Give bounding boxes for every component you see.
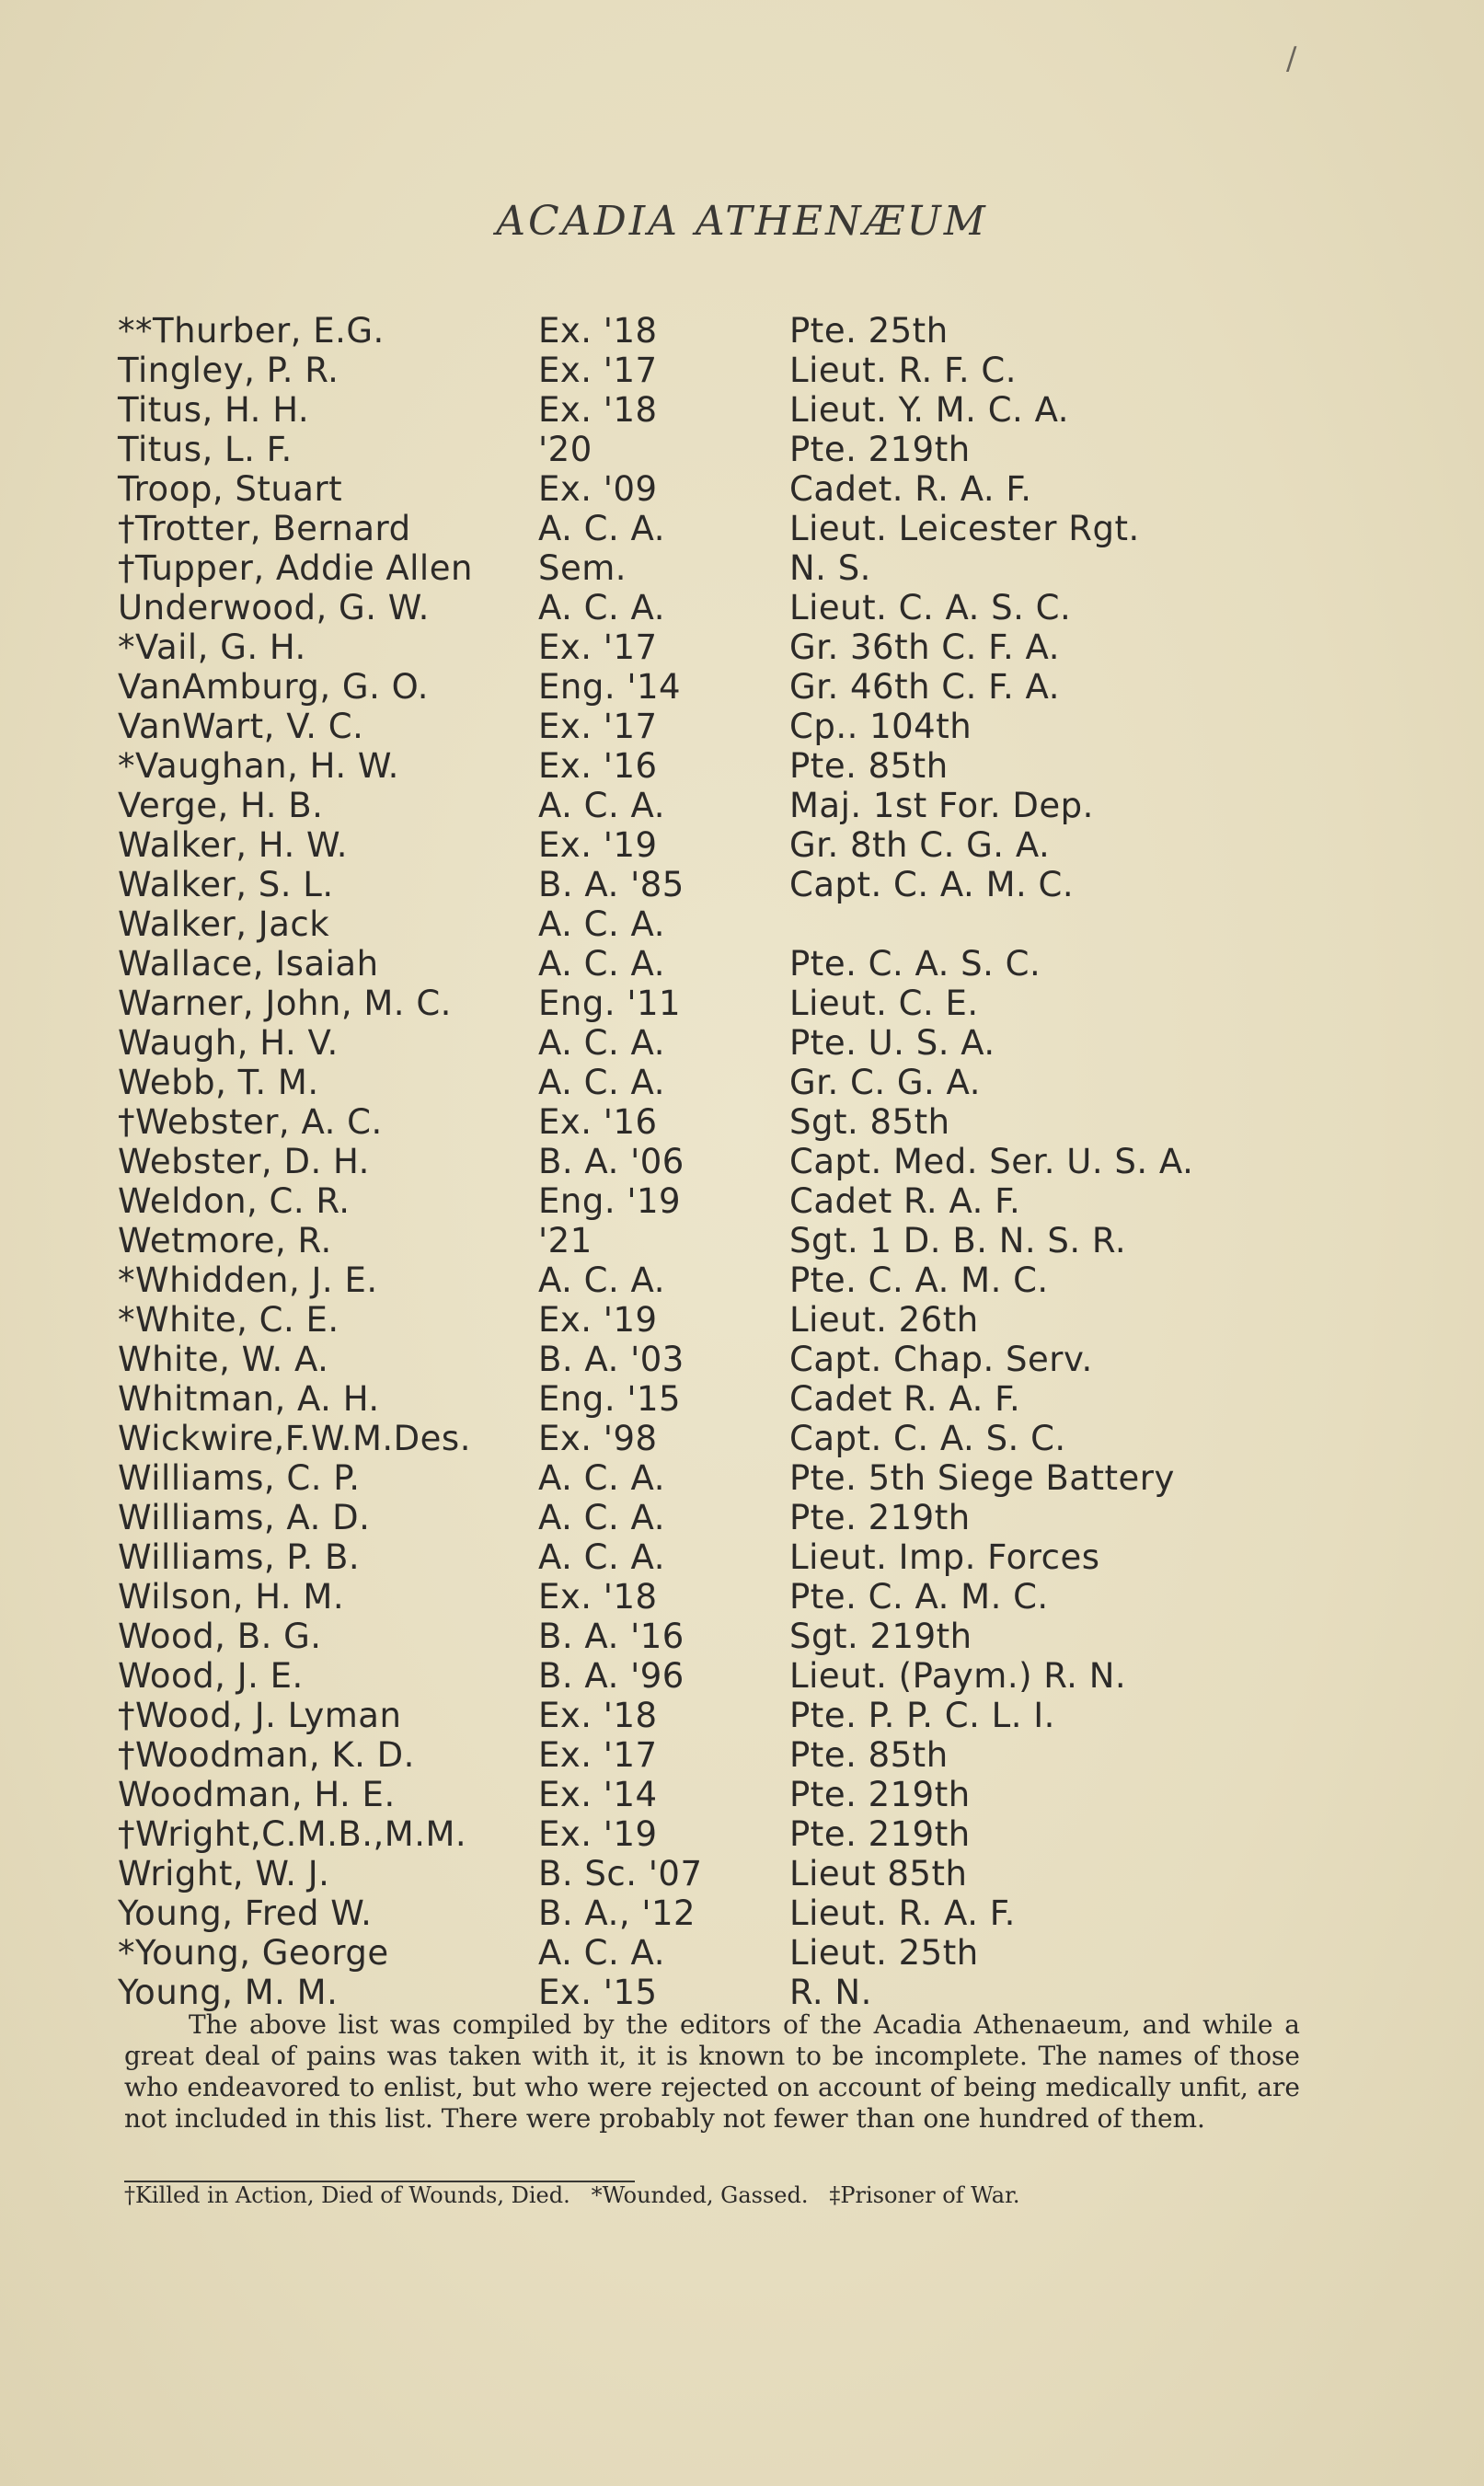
roster-service: Lieut 85th	[789, 1854, 968, 1893]
roster-class: Ex. '19	[538, 1300, 658, 1340]
roster-row	[118, 1656, 1277, 1696]
roster-class: Ex. '14	[538, 1775, 658, 1814]
roster-row	[118, 311, 1277, 351]
roster-name: Wood, J. E.	[118, 1656, 304, 1696]
roster-row	[118, 1300, 1277, 1340]
roster-row	[118, 944, 1277, 984]
roster-name: Young, M. M.	[118, 1973, 339, 2012]
roster-class: A. C. A.	[538, 509, 665, 548]
roster-row	[118, 1260, 1277, 1300]
roster-row	[118, 1221, 1277, 1260]
roster-service: Sgt. 1 D. B. N. S. R.	[789, 1221, 1127, 1260]
roster-class: Ex. '16	[538, 1102, 658, 1142]
roster-row	[118, 1617, 1277, 1656]
roster-service: Pte. 219th	[789, 1498, 971, 1537]
roster-class: A. C. A.	[538, 1498, 665, 1537]
roster-name: White, W. A.	[118, 1340, 329, 1379]
roster-name: Williams, A. D.	[118, 1498, 371, 1537]
roster-class: Ex. '09	[538, 469, 658, 509]
roster-class: Ex. '18	[538, 1577, 658, 1617]
roster-row	[118, 548, 1277, 588]
roster-service: Lieut. Imp. Forces	[789, 1537, 1100, 1577]
roster-row	[118, 1735, 1277, 1775]
legend-killed: †Killed in Action, Died of Wounds, Died.	[124, 2182, 570, 2208]
roster-class: Ex. '17	[538, 351, 658, 390]
roster-service: Pte. 219th	[789, 1814, 971, 1854]
roster-service: Pte. 85th	[789, 1735, 949, 1775]
compiler-note: The above list was compiled by the editors of the Acadia Athenaeum, and while a great deal of pains was taken with it, it is known to be incomplete. The names of those who endeavored to enlist, but who were rejected on account of being medically unfit, are not included in this list. There were probably not fewer than one hundred of them.	[124, 2009, 1300, 2134]
roster-row	[118, 825, 1277, 865]
legend-wounded: *Wounded, Gassed.	[591, 2182, 809, 2208]
roster-class: B. A. '85	[538, 865, 684, 904]
roster-service: Cadet R. A. F.	[789, 1379, 1021, 1419]
roster-class: Ex. '19	[538, 825, 658, 865]
roster-service: Lieut. R. F. C.	[789, 351, 1018, 390]
roster-name: *Young, George	[118, 1933, 389, 1973]
roster-name: VanAmburg, G. O.	[118, 667, 430, 707]
roster-row	[118, 469, 1277, 509]
roster-service: Pte. P. P. C. L. I.	[789, 1696, 1055, 1735]
roster-name: Williams, P. B.	[118, 1537, 361, 1577]
roster-class: '20	[538, 430, 592, 469]
roster-row	[118, 1814, 1277, 1854]
roster-row	[118, 1063, 1277, 1102]
roster-service: Gr. C. G. A.	[789, 1063, 981, 1102]
roster-service: Cp.. 104th	[789, 707, 972, 746]
roster-row	[118, 1775, 1277, 1814]
roster-name: †Tupper, Addie Allen	[118, 548, 473, 588]
roster-row	[118, 1893, 1277, 1933]
roster-row	[118, 588, 1277, 627]
roster-class: A. C. A.	[538, 904, 665, 944]
roster-row	[118, 1102, 1277, 1142]
roster-class: B. Sc. '07	[538, 1854, 703, 1893]
roster-row	[118, 1933, 1277, 1973]
roster-service: Maj. 1st For. Dep.	[789, 786, 1094, 825]
roster-class: Sem.	[538, 548, 627, 588]
roster-list	[118, 311, 1277, 2012]
roster-class: Ex. '18	[538, 390, 658, 430]
roster-class: B. A. '06	[538, 1142, 684, 1181]
roster-name: Wood, B. G.	[118, 1617, 322, 1656]
roster-class: Eng. '14	[538, 667, 682, 707]
roster-class: A. C. A.	[538, 1023, 665, 1063]
roster-name: †Trotter, Bernard	[118, 509, 411, 548]
roster-row	[118, 390, 1277, 430]
roster-row	[118, 1498, 1277, 1537]
page-corner-mark: /	[1286, 40, 1297, 77]
roster-service: Pte. U. S. A.	[789, 1023, 995, 1063]
roster-class: Ex. '17	[538, 1735, 658, 1775]
roster-row	[118, 1854, 1277, 1893]
roster-class: Ex. '98	[538, 1419, 658, 1458]
roster-row	[118, 1973, 1277, 2012]
roster-class: '21	[538, 1221, 592, 1260]
roster-name: Williams, C. P.	[118, 1458, 361, 1498]
roster-name: Wallace, Isaiah	[118, 944, 379, 984]
legend-prisoner: ‡Prisoner of War.	[829, 2182, 1020, 2208]
roster-name: Weldon, C. R.	[118, 1181, 351, 1221]
roster-class: Ex. '15	[538, 1973, 658, 2012]
roster-service: Capt. C. A. M. C.	[789, 865, 1075, 904]
roster-name: Wright, W. J.	[118, 1854, 330, 1893]
roster-name: Woodman, H. E.	[118, 1775, 396, 1814]
roster-service: Lieut. C. E.	[789, 984, 979, 1023]
roster-class: B. A. '96	[538, 1656, 684, 1696]
roster-class: Ex. '18	[538, 1696, 658, 1735]
roster-class: A. C. A.	[538, 1260, 665, 1300]
roster-name: †Webster, A. C.	[118, 1102, 383, 1142]
roster-row	[118, 1419, 1277, 1458]
roster-service: Capt. C. A. S. C.	[789, 1419, 1066, 1458]
roster-class: A. C. A.	[538, 1537, 665, 1577]
roster-class: A. C. A.	[538, 944, 665, 984]
roster-row	[118, 1340, 1277, 1379]
roster-name: Walker, Jack	[118, 904, 330, 944]
roster-service: Cadet. R. A. F.	[789, 469, 1032, 509]
roster-name: **Thurber, E.G.	[118, 311, 385, 351]
roster-class: A. C. A.	[538, 786, 665, 825]
roster-class: A. C. A.	[538, 1063, 665, 1102]
roster-row	[118, 904, 1277, 944]
roster-service: Lieut. 25th	[789, 1933, 979, 1973]
roster-service: Sgt. 85th	[789, 1102, 950, 1142]
roster-service: Cadet R. A. F.	[789, 1181, 1021, 1221]
roster-service: Capt. Chap. Serv.	[789, 1340, 1093, 1379]
roster-class: B. A., '12	[538, 1893, 696, 1933]
roster-name: Webb, T. M.	[118, 1063, 319, 1102]
roster-row	[118, 351, 1277, 390]
roster-service: Pte. 5th Siege Battery	[789, 1458, 1175, 1498]
roster-class: A. C. A.	[538, 1458, 665, 1498]
roster-row	[118, 1142, 1277, 1181]
roster-name: Wickwire,F.W.M.Des.	[118, 1419, 471, 1458]
roster-service: R. N.	[789, 1973, 872, 2012]
roster-name: Whitman, A. H.	[118, 1379, 380, 1419]
roster-row	[118, 1458, 1277, 1498]
roster-row	[118, 1537, 1277, 1577]
legend	[124, 2181, 1020, 2209]
roster-name: Titus, L. F.	[118, 430, 293, 469]
roster-service: Lieut. Y. M. C. A.	[789, 390, 1069, 430]
roster-name: Wilson, H. M.	[118, 1577, 345, 1617]
roster-row	[118, 627, 1277, 667]
roster-class: Eng. '11	[538, 984, 682, 1023]
roster-service: Pte. 219th	[789, 430, 971, 469]
roster-row	[118, 509, 1277, 548]
roster-row	[118, 1577, 1277, 1617]
roster-service: Pte. C. A. M. C.	[789, 1577, 1049, 1617]
roster-service: Pte. C. A. S. C.	[789, 944, 1041, 984]
roster-name: Troop, Stuart	[118, 469, 343, 509]
roster-name: †Woodman, K. D.	[118, 1735, 415, 1775]
roster-row	[118, 786, 1277, 825]
roster-row	[118, 1696, 1277, 1735]
roster-name: *White, C. E.	[118, 1300, 339, 1340]
roster-row	[118, 1379, 1277, 1419]
roster-row	[118, 1181, 1277, 1221]
roster-name: *Vail, G. H.	[118, 627, 306, 667]
roster-name: VanWart, V. C.	[118, 707, 364, 746]
roster-name: Waugh, H. V.	[118, 1023, 339, 1063]
roster-class: Ex. '18	[538, 311, 658, 351]
roster-name: †Wood, J. Lyman	[118, 1696, 402, 1735]
roster-row	[118, 667, 1277, 707]
roster-class: Eng. '15	[538, 1379, 682, 1419]
roster-service: Lieut. R. A. F.	[789, 1893, 1016, 1933]
roster-service: Pte. 25th	[789, 311, 949, 351]
roster-name: Walker, S. L.	[118, 865, 334, 904]
roster-service: Capt. Med. Ser. U. S. A.	[789, 1142, 1194, 1181]
roster-service: Lieut. Leicester Rgt.	[789, 509, 1140, 548]
roster-class: Ex. '17	[538, 627, 658, 667]
roster-row	[118, 865, 1277, 904]
roster-name: Young, Fred W.	[118, 1893, 373, 1933]
roster-name: *Vaughan, H. W.	[118, 746, 399, 786]
roster-class: B. A. '16	[538, 1617, 684, 1656]
roster-service: Lieut. 26th	[789, 1300, 979, 1340]
roster-name: *Whidden, J. E.	[118, 1260, 378, 1300]
roster-class: A. C. A.	[538, 588, 665, 627]
roster-service: Sgt. 219th	[789, 1617, 972, 1656]
roster-name: †Wright,C.M.B.,M.M.	[118, 1814, 467, 1854]
roster-class: Ex. '19	[538, 1814, 658, 1854]
roster-row	[118, 707, 1277, 746]
roster-service: Pte. C. A. M. C.	[789, 1260, 1049, 1300]
roster-row	[118, 430, 1277, 469]
roster-class: B. A. '03	[538, 1340, 684, 1379]
roster-service: Gr. 36th C. F. A.	[789, 627, 1060, 667]
roster-class: A. C. A.	[538, 1933, 665, 1973]
roster-service: Lieut. C. A. S. C.	[789, 588, 1072, 627]
roster-row	[118, 1023, 1277, 1063]
roster-name: Webster, D. H.	[118, 1142, 370, 1181]
roster-row	[118, 746, 1277, 786]
roster-service: Pte. 85th	[789, 746, 949, 786]
roster-service: Gr. 8th C. G. A.	[789, 825, 1051, 865]
roster-class: Eng. '19	[538, 1181, 682, 1221]
roster-service: N. S.	[789, 548, 871, 588]
roster-name: Wetmore, R.	[118, 1221, 332, 1260]
roster-row	[118, 984, 1277, 1023]
roster-name: Verge, H. B.	[118, 786, 324, 825]
running-head: ACADIA ATHENÆUM	[496, 198, 988, 245]
roster-name: Tingley, P. R.	[118, 351, 339, 390]
roster-service: Lieut. (Paym.) R. N.	[789, 1656, 1127, 1696]
roster-name: Walker, H. W.	[118, 825, 349, 865]
roster-service: Pte. 219th	[789, 1775, 971, 1814]
roster-name: Warner, John, M. C.	[118, 984, 452, 1023]
roster-class: Ex. '17	[538, 707, 658, 746]
roster-service: Gr. 46th C. F. A.	[789, 667, 1060, 707]
roster-name: Underwood, G. W.	[118, 588, 430, 627]
roster-class: Ex. '16	[538, 746, 658, 786]
roster-name: Titus, H. H.	[118, 390, 310, 430]
